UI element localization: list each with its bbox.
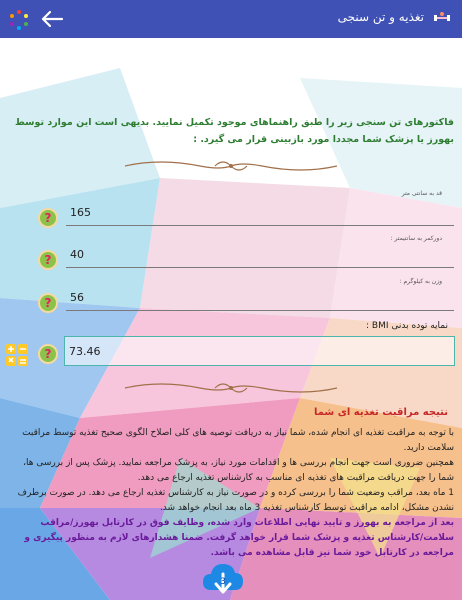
bmi-value: 73.46 <box>69 345 101 358</box>
result-body <box>8 426 454 561</box>
bmi-title: نمایه توده بدنی BMI : <box>366 321 448 331</box>
waist-value[interactable]: 40 <box>70 248 84 261</box>
help-bmi-icon[interactable]: ? <box>38 344 58 364</box>
weight-value[interactable]: 56 <box>70 291 84 304</box>
app-bar <box>0 0 462 38</box>
waist-label: دورکمر به سانتیمتر : <box>390 235 442 242</box>
intro-text: فاکتورهای تن سنجی زیر را طبق راهنماهای موجود تکمیل نمایید. بدیهی است این موارد توسط بهورز یا پزشک شما مجددا مورد بازبینی قرار می گیرد. : <box>14 117 454 145</box>
divider-ornament <box>120 156 342 176</box>
bmi-field[interactable] <box>64 336 455 366</box>
dumbbell-icon <box>434 11 450 25</box>
waist-field[interactable] <box>66 245 454 268</box>
page-title: تغذیه و تن سنجی <box>337 10 424 24</box>
help-waist-icon[interactable]: ? <box>38 250 58 270</box>
result-paragraph: همچنین ضروری است جهت انجام بررسی ها و اقدامات مورد نیاز، به پزشک مراجعه نمایید. پزشک پس از بررسی ها، شما را جهت دریافت مراقبت های تغذیه ای مناسب به کارشناس تغذیه ارجاع می دهد. <box>23 458 454 483</box>
arrow-left-icon[interactable] <box>40 9 64 29</box>
height-field[interactable] <box>66 203 454 226</box>
result-paragraph: با توجه به مراقبت تغذیه ای انجام شده، شما نیاز به دریافت توصیه های کلی اصلاح الگوی صحیح تغذیه توسط مراقبت سلامت دارید. <box>22 428 454 453</box>
weight-field[interactable] <box>66 288 454 311</box>
download-number: 3 <box>220 577 226 587</box>
dots-icon[interactable] <box>8 9 30 31</box>
help-height-icon[interactable]: ? <box>38 208 58 228</box>
height-label: قد به سانتی متر <box>401 190 442 197</box>
cloud-download-icon[interactable] <box>201 560 245 600</box>
result-footer: بعد از مراجعه به بهورز و تایید نهایی اطلاعات وارد شده، وظایف فوق در کارتابل بهورز/مراقب سلامت/کارشناس تغذیه و پزشک شما قرار خواهد گرفت. ضمنا هشدارهای لازم به منظور پیگیری و مراجعه در کارتابل خود شما نیز قابل مشاهده می باشد. <box>24 518 454 558</box>
height-value[interactable]: 165 <box>70 206 91 219</box>
calculator-icon[interactable] <box>6 344 28 366</box>
divider-ornament <box>120 378 342 398</box>
result-paragraph: 1 ماه بعد، مراقب وضعیت شما را بررسی کرده و در صورت نیاز به کارشناس تغذیه ارجاع می دهد. در صورت برطرف نشدن مشکل، ادامه مراقبت توسط کارشناس تغذیه 3 ماه بعد انجام خواهد شد. <box>17 488 454 513</box>
help-weight-icon[interactable]: ? <box>38 293 58 313</box>
result-title: نتیجه مراقبت تغذیه ای شما <box>313 407 448 418</box>
weight-label: وزن به کیلوگرم : <box>399 278 442 285</box>
